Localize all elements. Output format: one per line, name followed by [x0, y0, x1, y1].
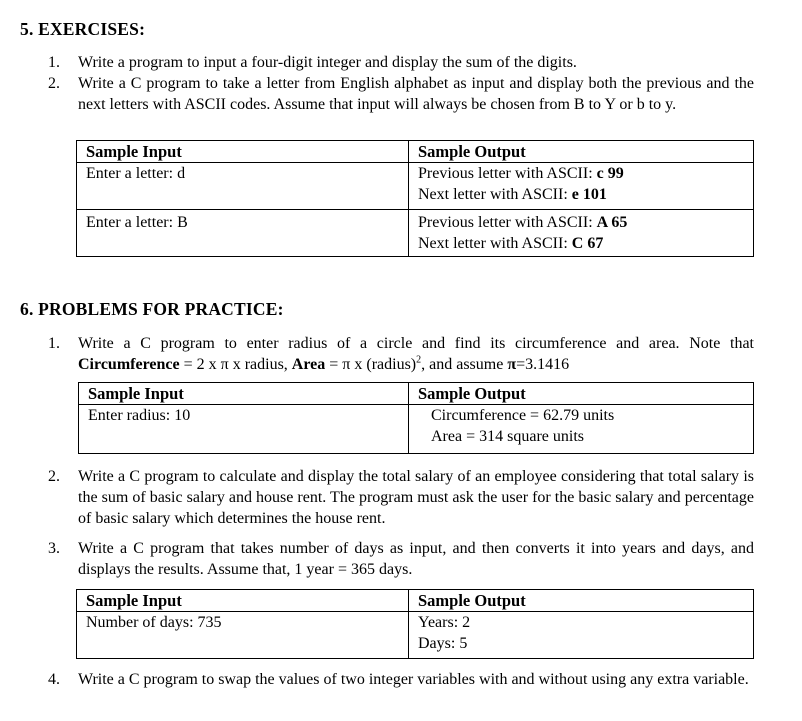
practice-item-3: [48, 538, 754, 580]
practice-item-2: [48, 466, 754, 529]
item-text: Write a C program to swap the values of two integer variables with and without using any extra variable.: [78, 671, 749, 688]
section-5-title: 5. EXERCISES:: [20, 19, 146, 39]
item-number: 4.: [48, 671, 60, 688]
sample-table-days: [76, 589, 754, 659]
item-number: 3.: [48, 540, 60, 557]
sample-input-cell: Enter a letter: B: [77, 210, 409, 257]
practice-item-4: [48, 669, 754, 690]
exercise-item-1: [48, 52, 754, 73]
item-text: Write a C program that takes number of days as input, and then converts it into years and days, and displays the results. Assume that, 1 year = 365 days.: [78, 540, 754, 578]
sample-output-cell: Years: 2 Days: 5: [409, 612, 754, 659]
practice-item-1: [48, 333, 754, 375]
table-row: [77, 612, 754, 659]
item-number: 1.: [48, 54, 60, 71]
item-number: 2.: [48, 75, 60, 92]
table-row: [79, 405, 754, 454]
sample-input-header: Sample Input: [79, 383, 409, 405]
item-text: Write a C program to calculate and display the total salary of an employee considering that total salary is the sum of basic salary and house rent. The program must ask the user for the basic salary and percentage of basic salary which determines the house rent.: [78, 468, 754, 527]
section-6-title: 6. PROBLEMS FOR PRACTICE:: [20, 299, 284, 319]
item-text: Write a C program to take a letter from English alphabet as input and display both the previous and the next letters with ASCII codes. Assume that input will always be chosen from B to Y or b to y.: [78, 75, 754, 113]
sample-table-circle: [78, 382, 754, 454]
sample-output-cell: Previous letter with ASCII: c 99 Next letter with ASCII: e 101: [409, 163, 754, 210]
item-number: 2.: [48, 468, 60, 485]
sample-table-ascii: [76, 140, 754, 257]
sample-output-header: Sample Output: [409, 383, 754, 405]
item-number: 1.: [48, 335, 60, 352]
sample-output-cell: Previous letter with ASCII: A 65 Next letter with ASCII: C 67: [409, 210, 754, 257]
table-row: [77, 210, 754, 257]
exercise-item-2: [48, 73, 754, 115]
sample-input-cell: Enter radius: 10: [79, 405, 409, 454]
sample-input-cell: Number of days: 735: [77, 612, 409, 659]
sample-output-cell: Circumference = 62.79 units Area = 314 square units: [409, 405, 754, 454]
item-text: Write a program to input a four-digit integer and display the sum of the digits.: [78, 54, 577, 71]
sample-input-cell: Enter a letter: d: [77, 163, 409, 210]
sample-output-header: Sample Output: [409, 141, 754, 163]
table-row: [77, 163, 754, 210]
sample-input-header: Sample Input: [77, 141, 409, 163]
sample-input-header: Sample Input: [77, 590, 409, 612]
item-text: Write a C program to enter radius of a circle and find its circumference and area. Note that Circumference = 2 x π x radius, Area = π x (radius)$^2$, and assume π=3.1416: [78, 335, 754, 373]
sample-output-header: Sample Output: [409, 590, 754, 612]
